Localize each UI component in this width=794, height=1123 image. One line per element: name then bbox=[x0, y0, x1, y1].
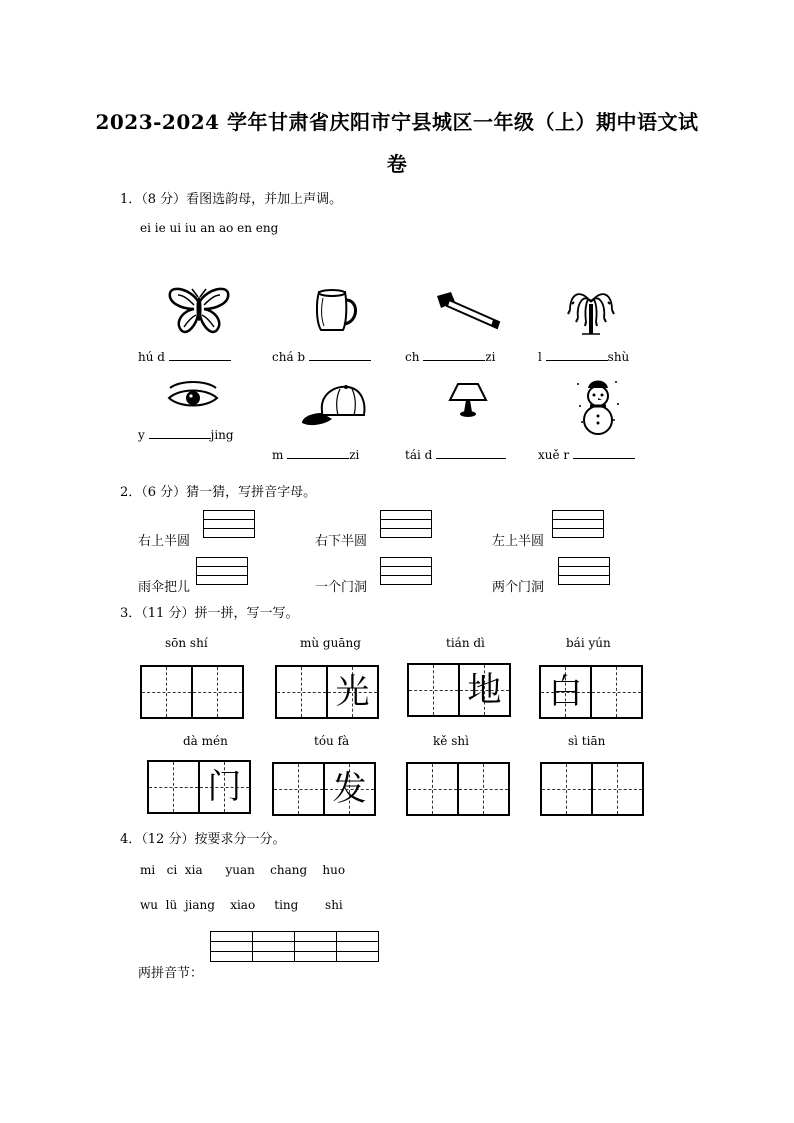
word-pinyin: tián dì bbox=[446, 636, 485, 650]
cup-icon bbox=[313, 288, 361, 334]
tian-grid[interactable] bbox=[406, 762, 510, 816]
riddle-label: 两个门洞 bbox=[492, 580, 545, 595]
answer-blank[interactable] bbox=[287, 448, 349, 459]
syllable-list-line-2: wu lü jiang xiao ting shi bbox=[140, 898, 343, 912]
word-pinyin: sōn shí bbox=[165, 636, 208, 650]
riddle-label: 一个门洞 bbox=[315, 580, 368, 595]
answer-blank[interactable] bbox=[573, 448, 635, 459]
syllable-list-line-1: mi ci xia yuan chang huo bbox=[140, 863, 346, 877]
page-title: 2023-2024 学年甘肃省庆阳市宁县城区一年级（上）期中语文试 bbox=[95, 110, 699, 134]
question-1-label: 1．（8 分）看图选韵母，并加上声调。 bbox=[120, 192, 343, 207]
tian-grid[interactable]: 地 bbox=[407, 663, 511, 717]
word-pinyin: bái yún bbox=[566, 636, 611, 650]
q1-item-snowman: xuě r bbox=[538, 448, 635, 462]
pinyin-writing-box[interactable] bbox=[380, 510, 432, 538]
answer-blank[interactable] bbox=[546, 350, 608, 361]
q1-item-butterfly: hú d bbox=[138, 350, 231, 364]
page-title-continued: 卷 bbox=[386, 152, 408, 176]
tian-grid[interactable] bbox=[540, 762, 644, 816]
answer-blank[interactable] bbox=[423, 350, 485, 361]
q1-item-willow: l shù bbox=[538, 350, 630, 364]
cap-icon bbox=[300, 383, 368, 431]
riddle-label: 右上半圆 bbox=[138, 534, 191, 549]
answer-blank[interactable] bbox=[309, 350, 371, 361]
hammer-icon bbox=[433, 290, 503, 330]
pinyin-writing-box[interactable] bbox=[558, 557, 610, 585]
eye-icon bbox=[166, 378, 220, 412]
word-pinyin: tóu fà bbox=[314, 734, 350, 748]
q1-item-cap: m zi bbox=[272, 448, 360, 462]
pinyin-writing-box[interactable] bbox=[552, 510, 604, 538]
final-options: ei ie ui iu an ao en eng bbox=[140, 221, 279, 235]
riddle-label: 右下半圆 bbox=[315, 534, 368, 549]
answer-blank[interactable] bbox=[169, 350, 231, 361]
word-pinyin: kě shì bbox=[433, 734, 469, 748]
pinyin-writing-box[interactable] bbox=[380, 557, 432, 585]
answer-blank[interactable] bbox=[149, 428, 211, 439]
pinyin-writing-box[interactable] bbox=[203, 510, 255, 538]
tian-grid[interactable]: 门 bbox=[147, 760, 251, 814]
word-pinyin: mù guāng bbox=[300, 636, 361, 650]
tian-grid[interactable] bbox=[140, 665, 244, 719]
question-2-label: 2．（6 分）猜一猜，写拼音字母。 bbox=[120, 485, 317, 500]
question-3-label: 3．（11 分）拼一拼，写一写。 bbox=[120, 606, 299, 621]
word-pinyin: dà mén bbox=[183, 734, 228, 748]
q1-item-eye: y jing bbox=[138, 428, 234, 442]
q1-item-hammer: ch zi bbox=[405, 350, 496, 364]
q1-item-cup: chá b bbox=[272, 350, 371, 364]
syllable-answer-grid[interactable] bbox=[210, 931, 379, 962]
butterfly-icon bbox=[168, 287, 230, 335]
tian-grid[interactable]: 白 bbox=[539, 665, 643, 719]
snowman-icon bbox=[574, 376, 622, 436]
answer-blank[interactable] bbox=[436, 448, 506, 459]
lamp-icon bbox=[448, 380, 488, 420]
riddle-label: 雨伞把儿 bbox=[138, 580, 191, 595]
question-4-label: 4．（12 分）按要求分一分。 bbox=[120, 832, 286, 847]
pinyin-writing-box[interactable] bbox=[196, 557, 248, 585]
answer-label: 两拼音节： bbox=[138, 966, 204, 981]
riddle-label: 左上半圆 bbox=[492, 534, 545, 549]
word-pinyin: sì tiān bbox=[568, 734, 606, 748]
q1-item-lamp: tái d bbox=[405, 448, 506, 462]
willow-tree-icon bbox=[566, 284, 616, 336]
tian-grid[interactable]: 发 bbox=[272, 762, 376, 816]
tian-grid[interactable]: 光 bbox=[275, 665, 379, 719]
